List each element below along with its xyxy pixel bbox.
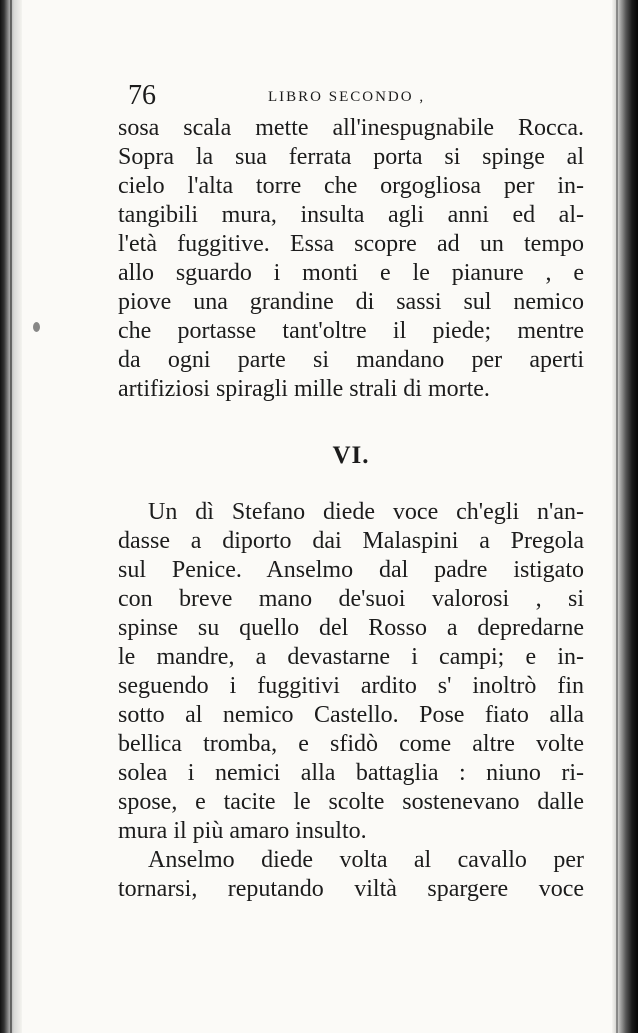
ink-stain	[33, 322, 40, 332]
text-line: bellica tromba, e sfidò come altre volte	[118, 731, 584, 757]
text-line: spose, e tacite le scolte sostenevano dalle	[118, 789, 584, 815]
text-line: Anselmo diede volta al cavallo per	[148, 847, 584, 873]
left-binding-line	[10, 0, 12, 1033]
text-line: artifiziosi spiragli mille strali di morte.	[118, 376, 490, 402]
text-line: seguendo i fuggitivi ardito s' inoltrò fin	[118, 673, 584, 699]
text-line: solea i nemici alla battaglia : niuno ri-	[118, 760, 584, 786]
section-heading: VI.	[332, 442, 370, 469]
page-number: 76	[128, 80, 156, 111]
page-text	[118, 78, 584, 904]
text-line: da ogni parte si mandano per aperti	[118, 347, 584, 373]
text-line: sotto al nemico Castello. Pose fiato alla	[118, 702, 584, 728]
right-binding-line	[616, 0, 618, 1033]
text-line: Un dì Stefano diede voce ch'egli n'an-	[148, 499, 584, 525]
text-line: l'età fuggitive. Essa scopre ad un tempo	[118, 231, 584, 257]
text-line: spinse su quello del Rosso a depredarne	[118, 615, 584, 641]
text-line: allo sguardo i monti e le pianure , e	[118, 260, 584, 286]
text-line: con breve mano de'suoi valorosi , si	[118, 586, 584, 612]
running-head: LIBRO SECONDO ,	[268, 89, 426, 105]
text-line: piove una grandine di sassi sul nemico	[118, 289, 584, 315]
text-line: sul Penice. Anselmo dal padre istigato	[118, 557, 584, 583]
text-line: Sopra la sua ferrata porta si spinge al	[118, 144, 584, 170]
text-line: tornarsi, reputando viltà spargere voce	[118, 876, 584, 902]
text-line: dasse a diporto dai Malaspini a Pregola	[118, 528, 584, 554]
text-line: le mandre, a devastarne i campi; e in-	[118, 644, 584, 670]
page-header	[118, 78, 584, 114]
text-line: sosa scala mette all'inespugnabile Rocca.	[118, 115, 584, 141]
paragraph-1	[118, 114, 584, 404]
paragraph-2	[118, 498, 584, 846]
text-line: mura il più amaro insulto.	[118, 818, 367, 844]
paragraph-3	[118, 846, 584, 904]
text-line: tangibili mura, insulta agli anni ed al-	[118, 202, 584, 228]
text-line: cielo l'alta torre che orgogliosa per in-	[118, 173, 584, 199]
text-line: che portasse tant'oltre il piede; mentre	[118, 318, 584, 344]
